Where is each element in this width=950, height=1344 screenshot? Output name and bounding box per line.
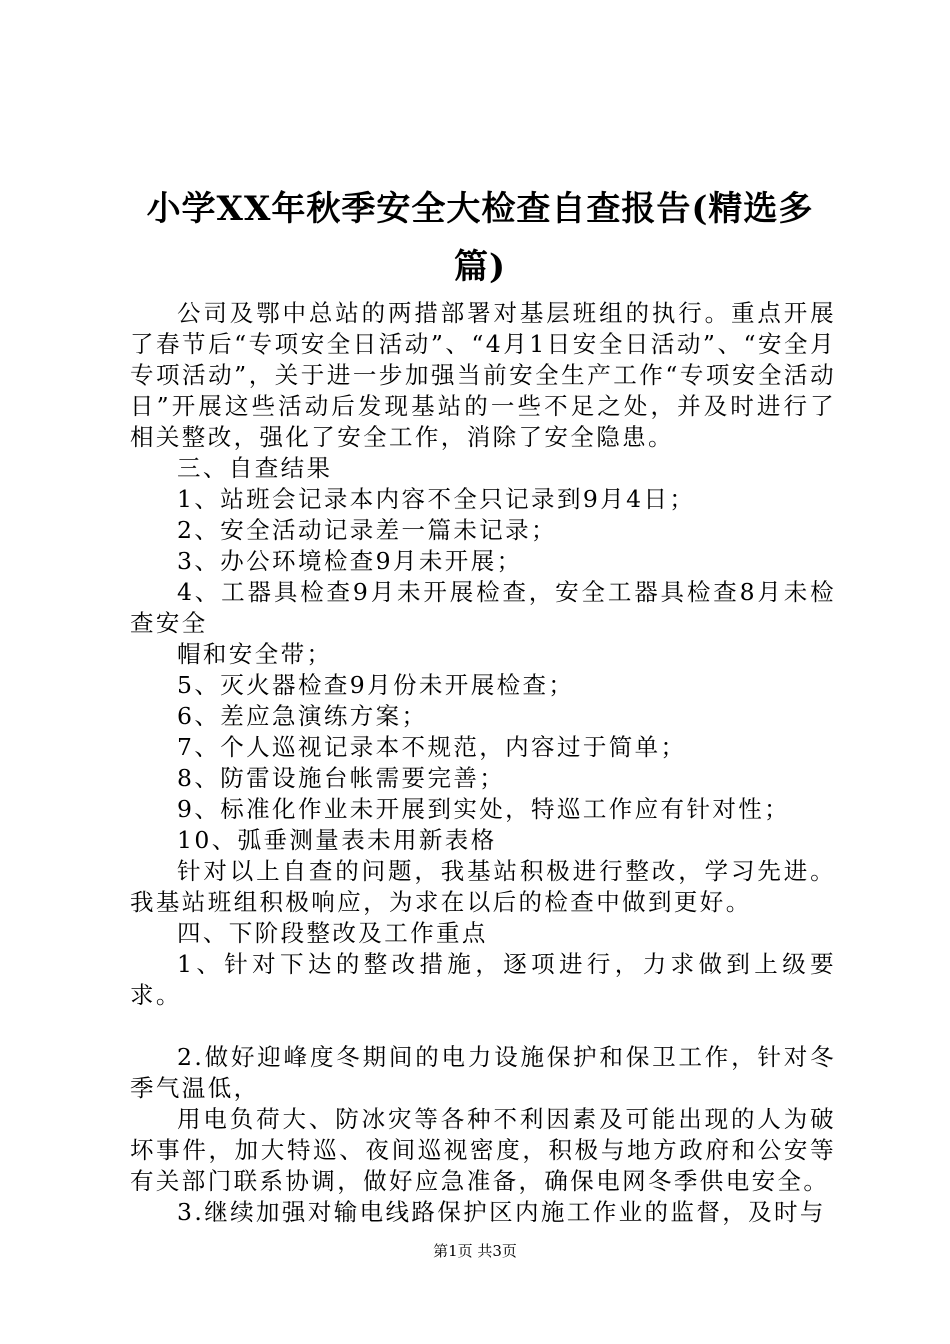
list-item: 2、安全活动记录差一篇未记录； xyxy=(177,516,557,544)
list-item: 2.做好迎峰度冬期间的电力设施保护和保卫工作，针对冬季气温低， xyxy=(130,1043,836,1102)
document-body xyxy=(130,298,836,1228)
list-item-continuation: 帽和安全带； xyxy=(177,640,333,668)
list-item: 1、针对下达的整改措施，逐项进行，力求做到上级要求。 xyxy=(130,950,836,1009)
section-heading-next-stage: 四、下阶段整改及工作重点 xyxy=(177,919,488,947)
list-item: 10、弧垂测量表未用新表格 xyxy=(177,826,497,854)
list-item: 8、防雷设施台帐需要完善； xyxy=(177,764,506,792)
list-item: 6、差应急演练方案； xyxy=(177,702,428,730)
title-line-2: 篇) xyxy=(453,247,507,287)
document-title xyxy=(130,180,830,296)
paragraph-intro: 公司及鄂中总站的两措部署对基层班组的执行。重点开展了春节后“专项安全日活动”、“4月1日安全日活动”、“安全月专项活动”，关于进一步加强当前安全生产工作“专项安全活动日”开展这些活动后发现基站的一些不足之处，并及时进行了相关整改，强化了安全工作，消除了安全隐患。 xyxy=(130,299,836,451)
title-line-1: 小学XX年秋季安全大检查自查报告(精选多 xyxy=(146,189,814,229)
list-item: 7、个人巡视记录本不规范，内容过于简单； xyxy=(177,733,687,761)
list-item: 5、灭火器检查9月份未开展检查； xyxy=(177,671,575,699)
list-item: 3.继续加强对输电线路保护区内施工作业的监督，及时与 xyxy=(177,1198,826,1226)
page-footer: 第1页 共3页 xyxy=(433,1242,517,1260)
section-heading-self-check-results: 三、自查结果 xyxy=(177,454,333,482)
list-item: 9、标准化作业未开展到实处，特巡工作应有针对性； xyxy=(177,795,791,823)
list-item: 1、站班会记录本内容不全只记录到9月4日； xyxy=(177,485,696,513)
list-item: 4、工器具检查9月未开展检查，安全工器具检查8月未检查安全 xyxy=(130,578,836,637)
paragraph-rectification: 针对以上自查的问题，我基站积极进行整改，学习先进。我基站班组积极响应，为求在以后的检查中做到更好。 xyxy=(130,857,836,916)
list-item: 3、办公环境检查9月未开展； xyxy=(177,547,523,575)
paragraph-continuation: 用电负荷大、防冰灾等各种不利因素及可能出现的人为破坏事件，加大特巡、夜间巡视密度，积极与地方政府和公安等有关部门联系协调，做好应急准备，确保电网冬季供电安全。 xyxy=(130,1105,836,1195)
blank-line xyxy=(130,1011,836,1042)
